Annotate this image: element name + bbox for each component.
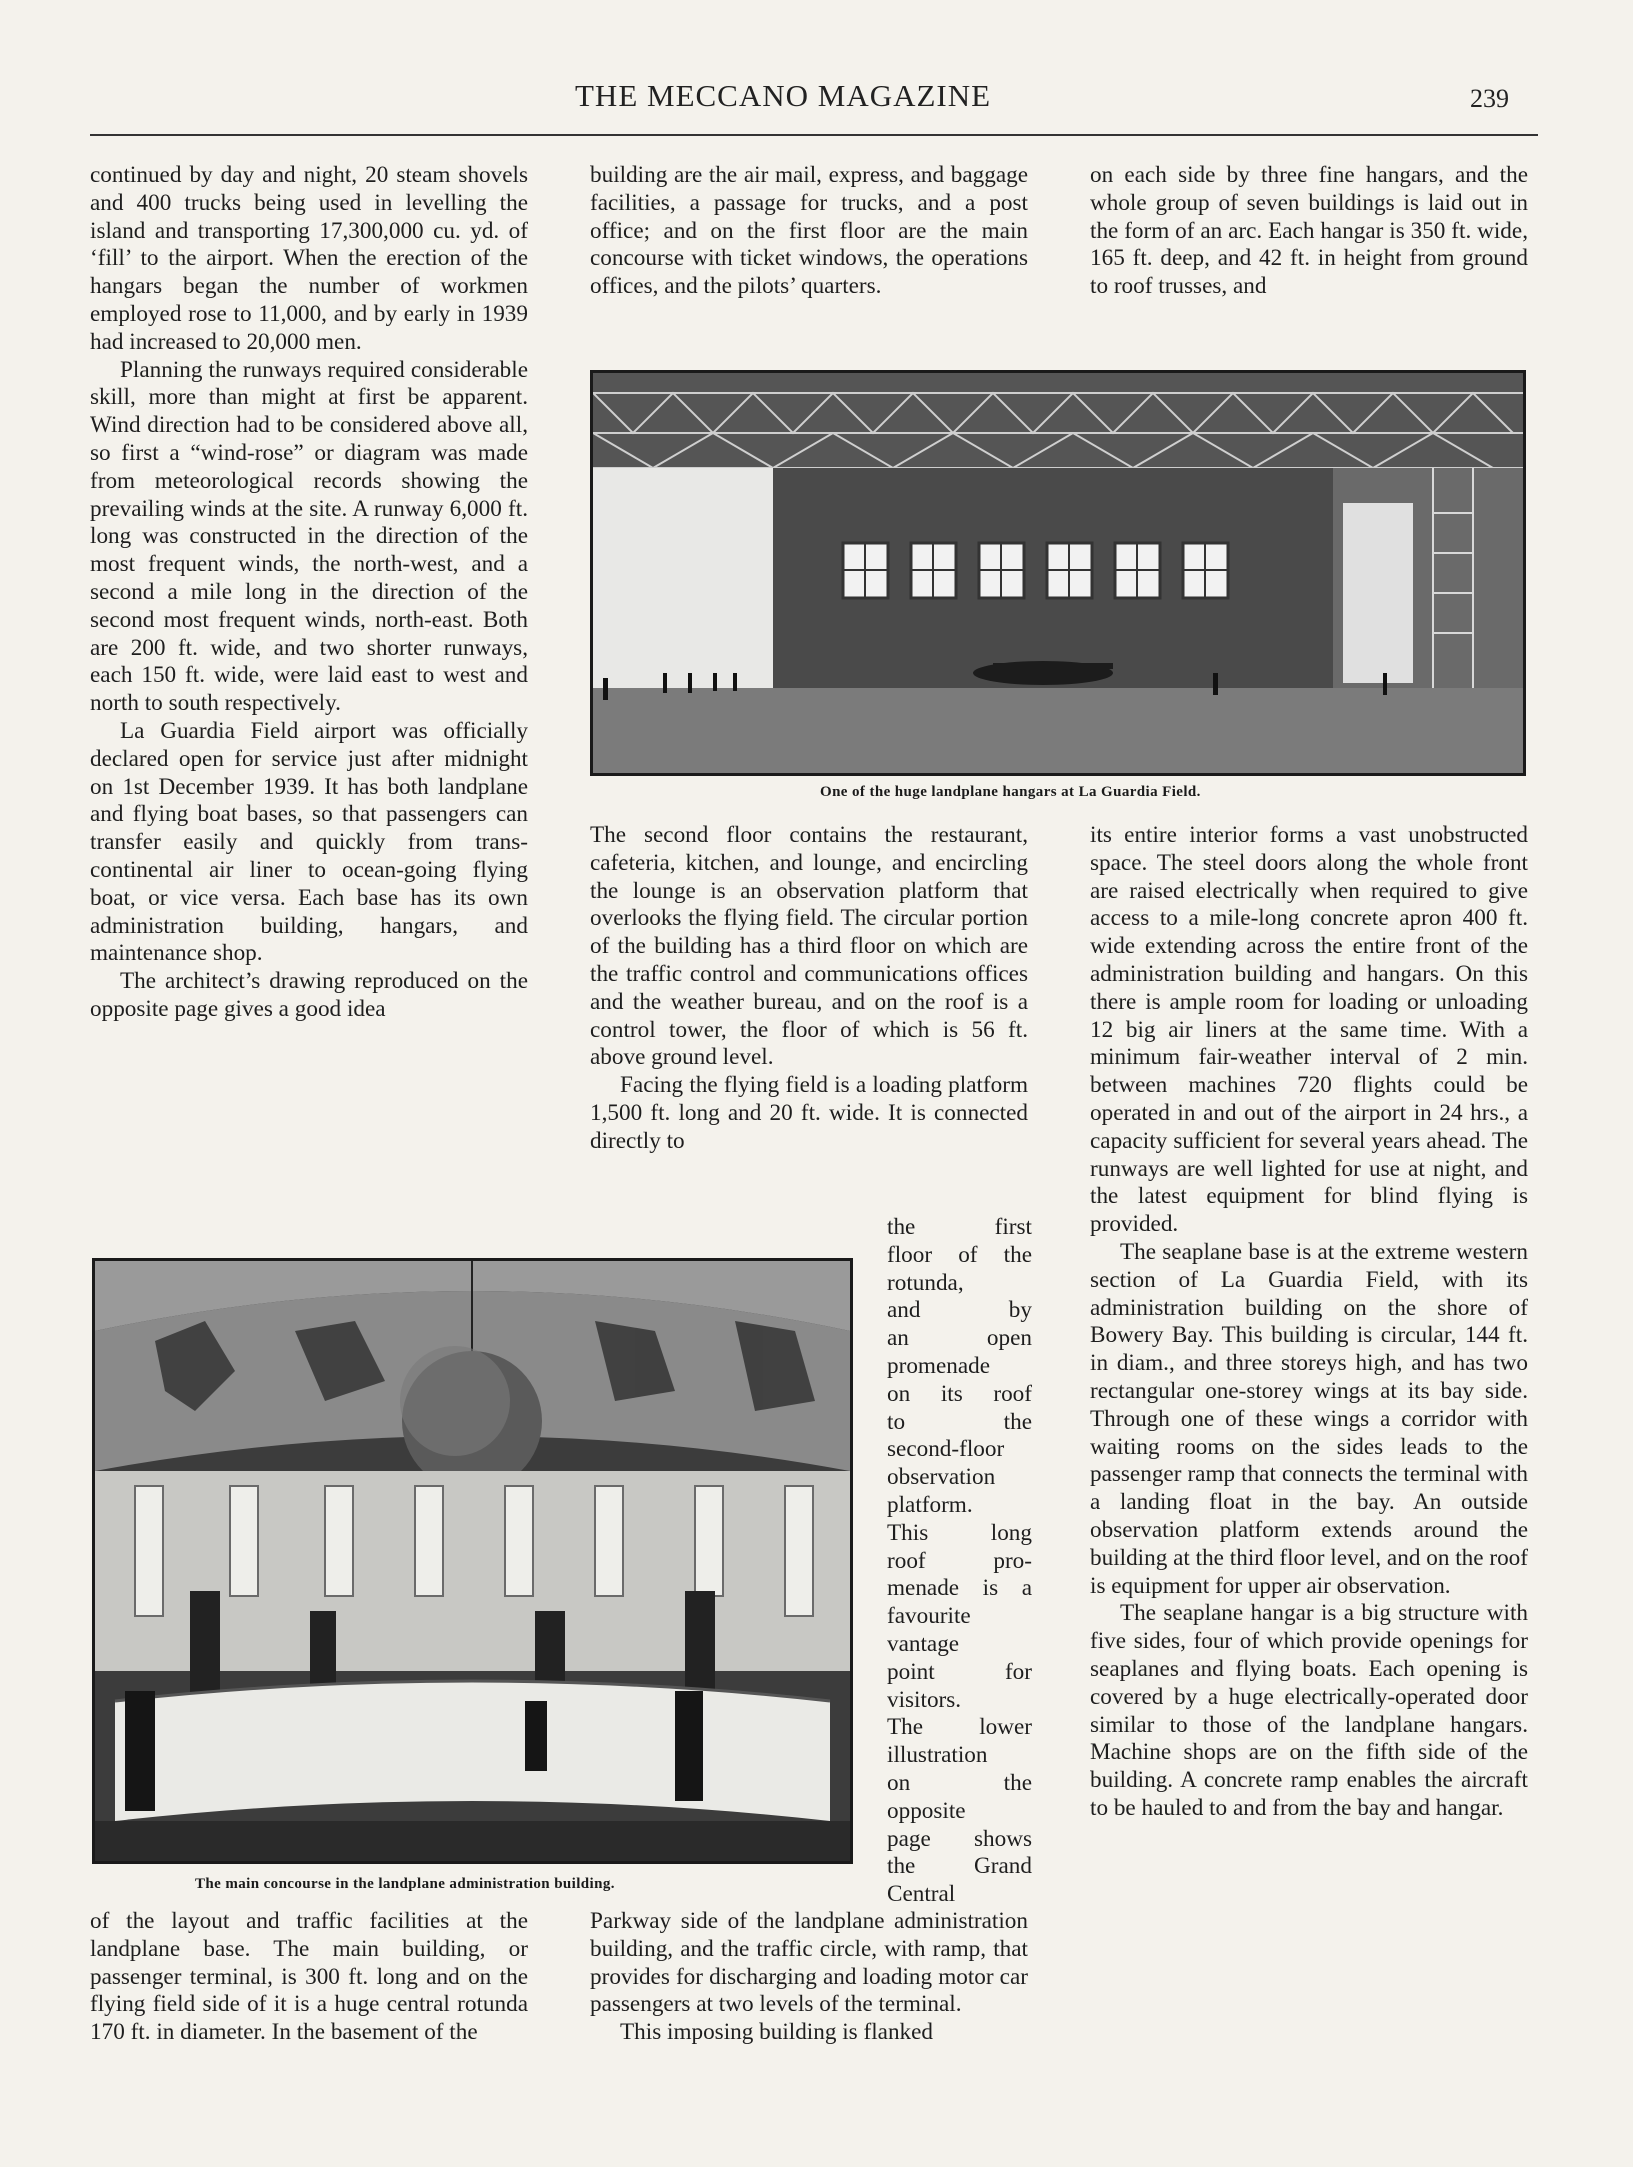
paragraph: The seaplane hangar is a big structure with five sides, four of which provide openings for seaplanes and flying boats. Each opening is covered by a huge electrically-operated door similar to those of the landplane hangars. Machine shops are on the fifth side of the building. A concrete ramp enables the aircraft to be hauled to and from the bay and hangar.: [1090, 1600, 1528, 1821]
middle-column-upper: [590, 822, 1028, 1156]
paragraph: continued by day and night, 20 steam shovels and 400 trucks being used in levelling the island and transporting 17,300,000 cu. yd. of ‘fill’ to the airport. When the erection of the hangars began the number of workmen employed rose to 11,000, and by early in 1939 had increased to 20,000 men.: [90, 162, 528, 355]
paragraph: The second floor contains the restaurant, cafeteria, kitchen, and lounge, and encircling the lounge is an observation platform that overlooks the flying field. The circular portion of the building has a third floor on which are the traffic control and communications offices and the weather bureau, and on the roof is a control tower, the floor of which is 56 ft. above ground level.: [590, 822, 1028, 1071]
line: illustration: [887, 1742, 988, 1769]
paragraph: The architect’s drawing reproduced on the opposite page gives a good idea: [90, 968, 528, 1022]
line: Central: [887, 1881, 956, 1908]
line: second-floor: [887, 1436, 1005, 1463]
line: observation: [887, 1464, 996, 1491]
line: vantage: [887, 1630, 960, 1657]
line: and by: [887, 1297, 1032, 1324]
middle-column-top: [590, 162, 1028, 301]
paragraph: building are the air mail, express, and baggage facilities, a passage for trucks, and a post office; and on the first floor are the main concourse with ticket windows, the operations offices, and the pilots’ quarters.: [590, 162, 1028, 300]
line: opposite: [887, 1797, 966, 1824]
paragraph: This imposing building is flanked: [620, 2019, 934, 2046]
left-column-bottom: [90, 1908, 528, 2047]
line: rotunda,: [887, 1269, 964, 1296]
paragraph: of the layout and traffic facilities at the landplane base. The main building, or passenger terminal, is 300 ft. long and on the flying field side of it is a huge central rotunda 170 ft. in diameter. In the basement of the: [90, 1908, 528, 2046]
hangar-photo-caption: One of the huge landplane hangars at La Guardia Field.: [820, 784, 1201, 800]
line: floor of the: [887, 1241, 1032, 1268]
paragraph: on each side by three fine hangars, and the whole group of seven buildings is laid out in the form of an arc. Each hangar is 350 ft. wide, 165 ft. deep, and 42 ft. in height from ground to roof trusses, and: [1090, 162, 1528, 300]
paragraph: La Guardia Field airport was officially declared open for service just after midnight on 1st December 1939. It has both landplane and flying boat bases, so that passengers can transfer easily and quickly from trans-continental air liner to ocean-going flying boat, or vice versa. Each base has its own administration building, hangars, and maintenance shop.: [90, 717, 528, 967]
line: to the: [887, 1408, 1032, 1435]
paragraph: its entire interior forms a vast unobstructed space. The steel doors along the whole front are raised electrically when required to give access to a mile-long concrete apron 400 ft. wide extending across the entire front of the administration building and hangars. On this there is ample room for loading or unloading 12 big air liners at the same time. With a minimum fair-weather interval of 2 min. between machines 720 flights could be operated in and out of the airport in 24 hrs., a capacity sufficient for several years ahead. The runways are well lighted for use at night, and the latest equipment for blind flying is provided.: [1090, 822, 1528, 1238]
line: point for: [887, 1658, 1032, 1685]
line: on its roof: [887, 1380, 1032, 1407]
concourse-photo-caption: The main concourse in the landplane administration building.: [195, 1876, 615, 1892]
line: the first: [887, 1214, 1032, 1240]
line: an open: [887, 1325, 1032, 1352]
middle-column-bottom: [590, 1908, 1028, 2047]
line: The lower: [887, 1714, 1032, 1741]
magazine-title: THE MECCANO MAGAZINE: [575, 78, 992, 113]
line: roof pro-: [887, 1547, 1032, 1574]
middle-column-narrow: [887, 1214, 1032, 1909]
concourse-photo: [92, 1258, 853, 1864]
header-rule: [90, 134, 1538, 136]
right-column-bottom: [1090, 822, 1528, 1823]
line: page shows: [887, 1825, 1032, 1852]
line: platform.: [887, 1491, 973, 1518]
line: promenade: [887, 1352, 991, 1379]
right-column-top: [1090, 162, 1528, 301]
page-number: 239: [1470, 84, 1509, 113]
line: favourite: [887, 1603, 971, 1630]
hangar-photo: [590, 370, 1526, 776]
paragraph: Planning the runways required considerable skill, more than might at first be apparent. Wind direction had to be considered above all, so first a “wind-rose” or diagram was made from meteorological records showing the prevailing winds at the site. A runway 6,000 ft. long was constructed in the direction of the most frequent winds, the north-west, and a second a mile long in the direction of the second most frequent winds, north-east. Both are 200 ft. wide, and two shorter runways, each 150 ft. wide, were laid east to west and north to south respectively.: [90, 356, 528, 717]
line: visitors.: [887, 1686, 962, 1713]
line: the Grand: [887, 1853, 1032, 1880]
paragraph: Facing the flying field is a loading platform 1,500 ft. long and 20 ft. wide. It is connected directly to: [590, 1072, 1028, 1154]
line: This long: [887, 1519, 1032, 1546]
line: on the: [887, 1769, 1032, 1796]
line: menade is a: [887, 1575, 1032, 1602]
paragraph: Parkway side of the landplane administration building, and the traffic circle, with ramp, that provides for discharging and loading motor car passengers at two levels of the terminal.: [590, 1908, 1028, 2018]
left-column-top: [90, 162, 528, 1024]
paragraph: The seaplane base is at the extreme western section of La Guardia Field, with its administration building on the shore of Bowery Bay. This building is circular, 144 ft. in diam., and three storeys high, and has two rectangular one-storey wings at its bay side. Through one of these wings a corridor with waiting rooms on the sides leads to the passenger ramp that connects the terminal with a landing float in the bay. An outside observation platform extends around the building at the third floor level, and on the roof is equipment for upper air observation.: [1090, 1238, 1528, 1599]
